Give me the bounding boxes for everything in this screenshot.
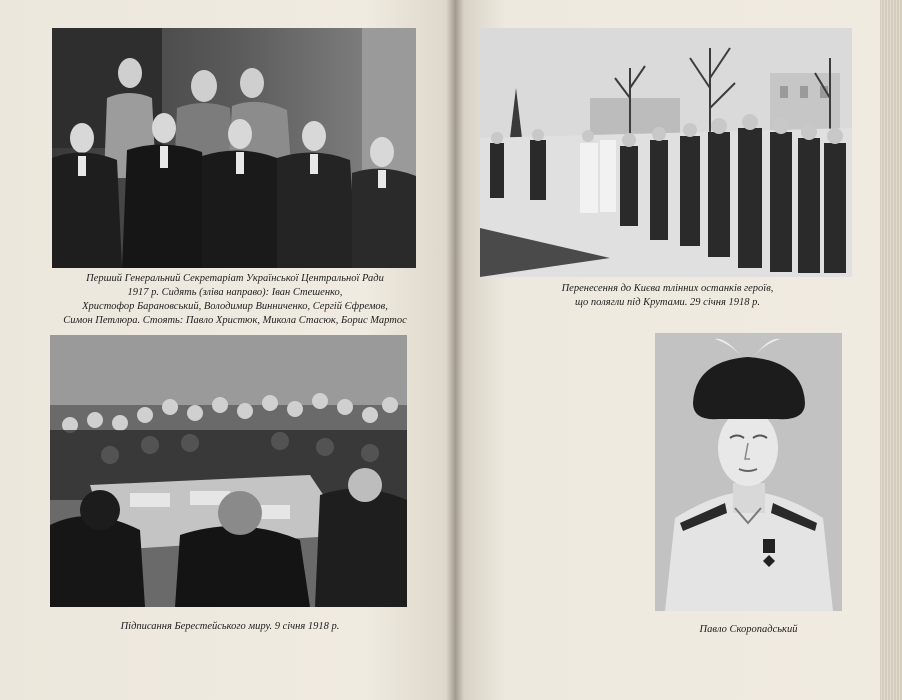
photo-skoropadsky-portrait xyxy=(655,333,842,611)
right-page xyxy=(455,0,880,700)
photo-general-secretariat xyxy=(52,28,416,268)
caption-general-secretariat xyxy=(40,272,430,328)
caption-line: що полягли під Крутами. 29 січня 1918 р. xyxy=(575,297,760,308)
caption-skoropadsky xyxy=(655,623,842,637)
caption-line: 1917 р. Сидять (зліва направо): Іван Стешенко, xyxy=(127,287,343,298)
caption-line: Перший Генеральний Секретаріат Української Центральної Ради xyxy=(86,273,384,284)
caption-line: Христофор Барановський, Володимир Винниченко, Сергій Єфремов, xyxy=(82,301,388,312)
caption-brest-treaty xyxy=(40,620,420,634)
caption-line: Підписання Берестейського миру. 9 січня 1918 р. xyxy=(120,621,340,632)
photo-brest-treaty xyxy=(50,335,407,607)
photo-kruty-procession xyxy=(480,28,852,277)
book-gutter xyxy=(446,0,464,700)
caption-line: Симон Петлюра. Стоять: Павло Христюк, Микола Стасюк, Борис Мартос xyxy=(63,315,407,326)
caption-kruty-procession xyxy=(495,282,840,310)
page-edges xyxy=(880,0,902,700)
caption-line: Павло Скоропадський xyxy=(699,624,798,635)
caption-line: Перенесення до Києва тлінних останків героїв, xyxy=(561,283,774,294)
